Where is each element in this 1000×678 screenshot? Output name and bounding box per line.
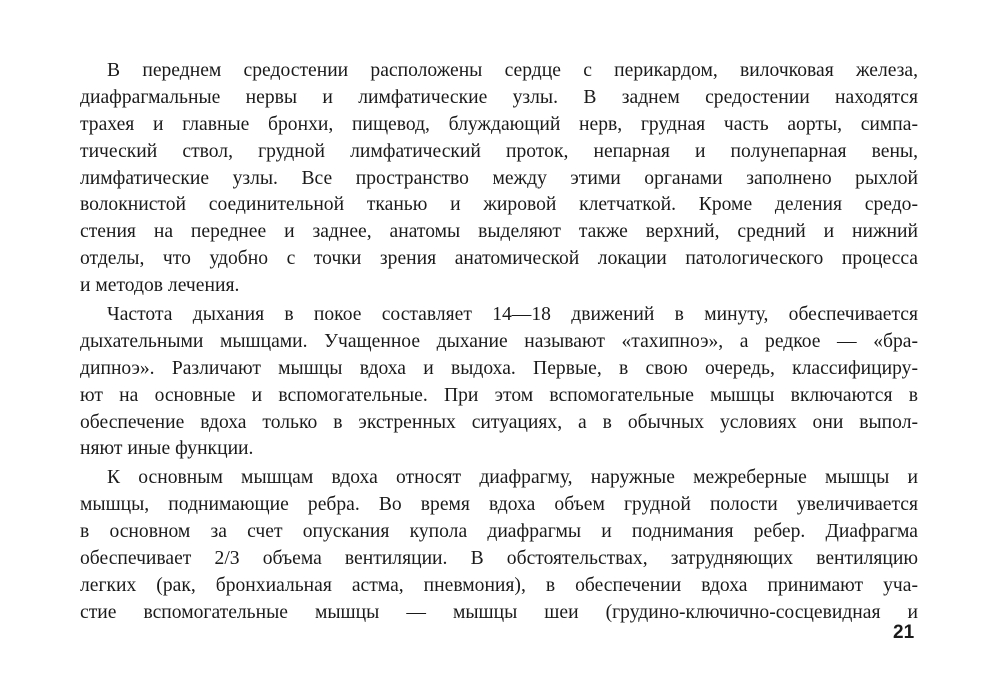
paragraph [80,58,918,300]
text-line: обеспечивает 2/3 объема вентиляции. В обстоятельствах, затрудняющих вентиляцию [80,548,918,570]
text-line: волокнистой соединительной тканью и жировой клетчаткой. Кроме деления средо- [80,194,918,216]
text-line: лимфатические узлы. Все пространство между этими органами заполнено рыхлой [80,167,918,189]
text-line: обеспечение вдоха только в экстренных ситуациях, а в обычных условиях они выпол- [80,411,918,433]
paragraph [80,302,918,463]
text-line: няют иные функции. [80,438,254,460]
text-line: тический ствол, грудной лимфатический проток, непарная и полунепарная вены, [80,140,918,162]
text-line: ют на основные и вспомогательные. При этом вспомогательные мышцы включаются в [80,384,918,406]
text-line: стения на переднее и заднее, анатомы выделяют также верхний, средний и нижний [80,221,918,243]
page-number: 21 [893,622,915,643]
text-line: и методов лечения. [80,275,240,297]
text-line: легких (рак, бронхиальная астма, пневмония), в обеспечении вдоха принимают уча- [80,574,918,596]
text-line: дипноэ». Различают мышцы вдоха и выдоха. Первые, в свою очередь, классифициру- [80,357,918,379]
text-line: стие вспомогательные мышцы — мышцы шеи (грудино-ключично-сосцевидная и [80,601,918,623]
text-line: отделы, что удобно с точки зрения анатомической локации патологического процесса [80,248,918,270]
text-line: в основном за счет опускания купола диафрагмы и поднимания ребер. Диафрагма [80,521,918,543]
text-line: К основным мышцам вдоха относят диафрагму, наружные межреберные мышцы и [107,467,918,489]
text-line: мышцы, поднимающие ребра. Во время вдоха объем грудной полости увеличивается [80,494,918,516]
text-line: дыхательными мышцами. Учащенное дыхание называют «тахипноэ», а редкое — «бра- [80,330,918,352]
text-line: диафрагмальные нервы и лимфатические узлы. В заднем средостении находятся [80,86,918,108]
text-line: Частота дыхания в покое составляет 14—18 движений в минуту, обеспечивается [107,304,918,326]
paragraph [80,465,918,626]
text-line: В переднем средостении расположены сердце с перикардом, вилочковая железа, [107,60,918,81]
page-body [80,58,918,627]
text-line: трахея и главные бронхи, пищевод, блуждающий нерв, грудная часть аорты, симпа- [80,113,918,135]
